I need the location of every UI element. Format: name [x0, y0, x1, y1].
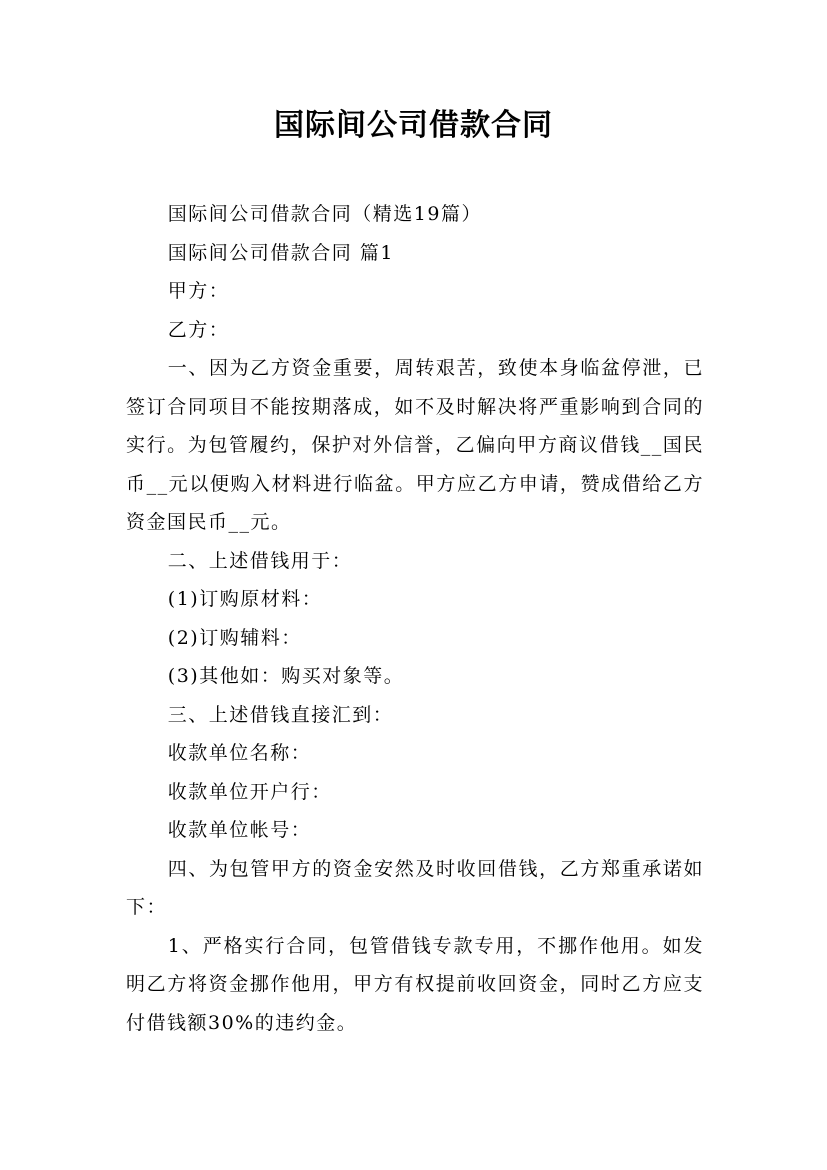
paragraph-party-b: 乙方： [167, 318, 230, 341]
paragraph-payee-account: 收款单位帐号： [167, 819, 312, 841]
paragraph-party-a: 甲方： [167, 280, 230, 302]
paragraph-item-3: (3)其他如：购买对象等。 [167, 665, 405, 687]
paragraph-item-1: (1)订购原材料： [167, 588, 323, 610]
paragraph-section-heading: 国际间公司借款合同 篇1 [167, 241, 394, 264]
paragraph-clause-4: 四、为包管甲方的资金安然及时收回借钱，乙方郑重承诺如下： [126, 857, 704, 918]
document-title: 国际间公司借款合同 [274, 108, 553, 143]
document-body [126, 195, 704, 1042]
paragraph-clause-3: 三、上述借钱直接汇到： [167, 703, 394, 726]
paragraph-clause-1: 一、因为乙方资金重要，周转艰苦，致使本身临盆停泄，已签订合同项目不能按期落成，如不及时解决将严重影响到合同的实行。为包管履约，保护对外信誉，乙偏向甲方商议借钱__国民币__元以便购入材料进行临盆。甲方应乙方申请，赞成借给乙方资金国民币__元。 [126, 357, 704, 533]
paragraph-clause-2: 二、上述借钱用于： [167, 549, 353, 572]
paragraph-payee-name: 收款单位名称： [167, 742, 312, 764]
paragraph-clause-4-item-1: 1、严格实行合同，包管借钱专款专用，不挪作他用。如发明乙方将资金挪作他用，甲方有权提前收回资金，同时乙方应支付借钱额30%的违约金。 [126, 934, 704, 1034]
paragraph-payee-bank: 收款单位开户行： [167, 780, 332, 803]
paragraph-subtitle: 国际间公司借款合同（精选19篇） [167, 203, 482, 225]
paragraph-item-2: (2)订购辅料： [167, 626, 302, 649]
